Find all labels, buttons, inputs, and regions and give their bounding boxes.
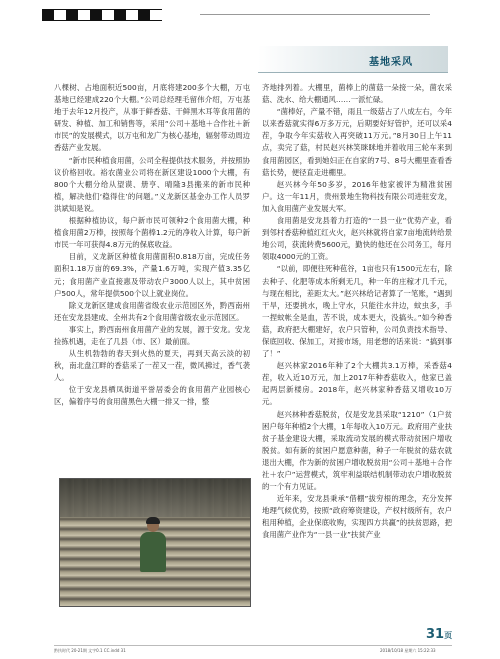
paragraph: 根据种植协议，每户新市民可领种2个食用菌大棚，种植食用菌2万棒，按照每个菌棒1.2元的净收入计算，每户新市民一年可获得4.8万元的保底收益。	[54, 216, 250, 250]
registration-bar	[42, 9, 162, 21]
paragraph: 从生机勃勃的春天到火热的夏天，再到天高云淡的初秋，南北盘江畔的香菇采了一茬又一茬，微风拂过，香气袭人。	[54, 349, 250, 383]
paragraph: 赵兴林种香菇脱贫，仅是安龙县采取“1210”（1户贫困户每年种植2个大棚，1年每收入10万元。政府用产业扶贫子基金建设大棚，采取流动发展的模式带动贫困户增收脱贫。如有新的贫困户愿意种菌，种子一年脱贫的菇农就退出大棚，作为新的贫困户增收脱贫用“公司＋基地＋合作社＋农户”运营模式，筑牢利益联结机制带动农户增收脱贫的一个有力见证。	[262, 409, 452, 492]
paragraph: “菌棒好，产量不错，雨且一级菇占了八成左右，今年以来香菇就实得6万多万元，后期要好好管护，还可以采4茬，争取今年实菇收入再突破11万元。”8月30日上午11点，卖完了菇，村民赵兴林笑眯眯地并着收用三轮车来到食用菌园区，看到她妇正在自家的7号、8号大棚里查看香菇长势，便径直走进棚里。	[262, 107, 452, 177]
header-divider	[258, 72, 448, 73]
bottom-rule	[54, 645, 452, 646]
right-column	[262, 82, 452, 542]
page-number-value: 31	[426, 627, 445, 642]
greenhouse-roof	[60, 479, 250, 517]
paragraph: 除义龙新区建成食用菌省级农业示范园区外，黔西南州还在安龙县建成、全州共有2个食用菌省级农业示范园区。	[54, 300, 250, 322]
section-header-band	[258, 46, 448, 72]
paragraph: 赵兴林家2016年种了2个大棚共3.1万棒，采香菇4茬，收入近10万元，加上2017年种香菇收入，他家已盖起两层新楼房。2018年，赵兴林家种香菇又增收10万元。	[262, 361, 452, 407]
section-title: 基地采风	[369, 57, 413, 68]
paragraph: 近年来，安龙县秉承“借棚”拔穷根的理念，充分发挥地理气候优势，按照“政府筹资建设，产权村级所有，农户租用种植，企业保底收购，实现四方共赢”的扶贫思路，把食用菌产业作为“一县一业”扶贫产业	[262, 494, 452, 540]
paragraph: “以前，即便往死种苞谷，1亩也只有1500元左右，除去种子、化肥等成本所剩无几，种一年的庄稼才几千元，与现在相比，差距太大。”赵兴林给记者算了一笔账，“遇到干旱，还要挑水，晚上守水，只能往水井边，蚊虫多，手一捏蚊帐全是血，苦不说，成本更大，没搞头。”如今种香菇，政府把大棚建好，农户只管种，公司负责技术指导、保底回收、保加工，对接市场，用老想的话来说：“搞到事了！”	[262, 264, 452, 359]
farmer-figure	[138, 519, 168, 579]
page-number	[426, 627, 452, 642]
paragraph: 食用菌是安龙县着力打造的“一县一业”优势产业，看到邻村香菇种植红红火火，赵兴林就将自家7亩地流转给景地公司，获流转费5600元，勤快的他还在公司务工，每月领取4000元的工资。	[262, 216, 452, 262]
paragraph: “新市民种植食用菌，公司全程提供技术服务，并按照协议价格回收。裕农菌业公司将在新区建设1000个大棚，有800个大棚分给从望谟、册亨、晴隆3县搬来的新市民种植，解决他们‘稳得住’的问题。”义龙新区基金办工作人员罗洪斌知是说。	[54, 155, 251, 213]
page-number-suffix: 页	[444, 631, 453, 640]
print-slug-left: 黔扶时代 20-21期 文字0.1 CC.indd 31	[54, 648, 126, 653]
paragraph: 八棵树、占地面积近500亩，月底将建200多个大棚，万屯基地已经建成220个大棚。”公司总经理毛留伟介绍，万屯基地于去年12月投产，从事于鲜香菇、干鲜黑木耳等食用菌的研发、种植、加工和销售等，采用“公司＋基地＋合作社＋新市民”的发展模式，以万屯和龙广为核心基地，辐射带动周边香菇产业发展。	[54, 83, 250, 153]
paragraph: 齐地排列着。大棚里，菌棒上的菌菇一朵接一朵，菌农采菇、洗水、给大棚通风……一派忙碌。	[262, 83, 452, 105]
top-rule	[200, 14, 430, 15]
print-slug-right: 2018/10/18 星期六 15:22:33	[380, 648, 436, 653]
paragraph: 位于安龙县栖凤街道平誉居委会的食用菌产业园核心区，偏着序号的食用菌黑色大棚一排又一排，整	[54, 385, 250, 407]
paragraph: 赵兴林今年50多岁，2016年他家被评为精准贫困户。这一年11月，贵州景地生物科技有限公司进驻安龙，加入食用菌产业发展大军。	[262, 179, 452, 213]
paragraph: 事实上，黔西南州食用菌产业的发展，源于安龙。安龙捡拣机遇，走在了几县（市、区）最前面。	[54, 324, 250, 346]
mushroom-greenhouse-photo	[59, 478, 251, 607]
left-column	[54, 82, 250, 409]
paragraph: 目前，义龙新区种植食用菌面积0.818万亩，完成任务面积1.18万亩的69.3%，产量1.6万吨，实现产值3.35亿元；食用菌产业直接惠及带动农户3000人以上，其中贫困户500人，常年提供500个以上就业岗位。	[54, 252, 250, 298]
